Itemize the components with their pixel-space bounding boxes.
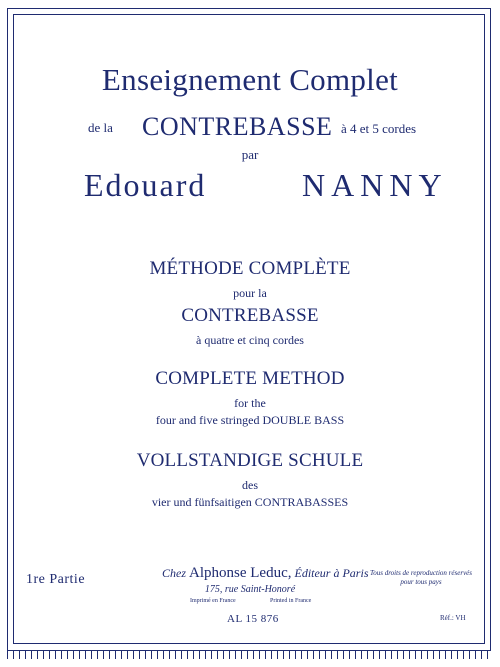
page-title: Enseignement Complet <box>101 62 399 97</box>
rights-notice: Tous droits de reproduction réservés pour tous pays <box>369 569 473 586</box>
section-heading-en: COMPLETE METHOD <box>155 368 345 389</box>
section-line-fr-2: CONTREBASSE <box>181 305 319 326</box>
author-last-name: NANNY <box>302 167 448 203</box>
printed-in-france-en: Printed in France <box>270 598 312 604</box>
bottom-scan-ruler <box>7 651 491 659</box>
instrument-line <box>0 112 500 146</box>
publisher-suffix: Éditeur à Paris <box>294 566 369 580</box>
section-line-fr-3: à quatre et cinq cordes <box>196 333 304 347</box>
section-heading-fr: MÉTHODE COMPLÈTE <box>149 258 351 279</box>
section-line-de-1: des <box>242 478 258 492</box>
section-line-en-2: four and five stringed DOUBLE BASS <box>155 413 345 427</box>
inner-border <box>13 14 485 644</box>
section-line-fr-1: pour la <box>233 286 267 300</box>
publisher-prefix: Chez <box>162 566 186 580</box>
author <box>0 167 500 207</box>
reference-code: Réf.: VH <box>440 614 466 622</box>
section-heading-de: VOLLSTANDIGE SCHULE <box>136 450 364 471</box>
printed-in-france-fr: Imprimé en France <box>190 598 236 604</box>
publisher <box>162 565 368 582</box>
publisher-name: Alphonse Leduc, <box>189 565 292 581</box>
publisher-address: 175, rue Saint-Honoré <box>204 584 296 595</box>
instrument-suffix: à 4 et 5 cordes <box>341 121 417 136</box>
catalog-number: AL 15 876 <box>227 613 279 625</box>
by-label: par <box>241 147 259 162</box>
author-first-name: Edouard <box>84 167 207 203</box>
section-line-de-2: vier und fünfsaitigen CONTRABASSES <box>151 495 349 509</box>
instrument-name: CONTREBASSE <box>142 112 333 141</box>
part-label: 1re Partie <box>26 572 86 587</box>
instrument-prefix: de la <box>88 120 113 135</box>
section-line-en-1: for the <box>234 396 266 410</box>
